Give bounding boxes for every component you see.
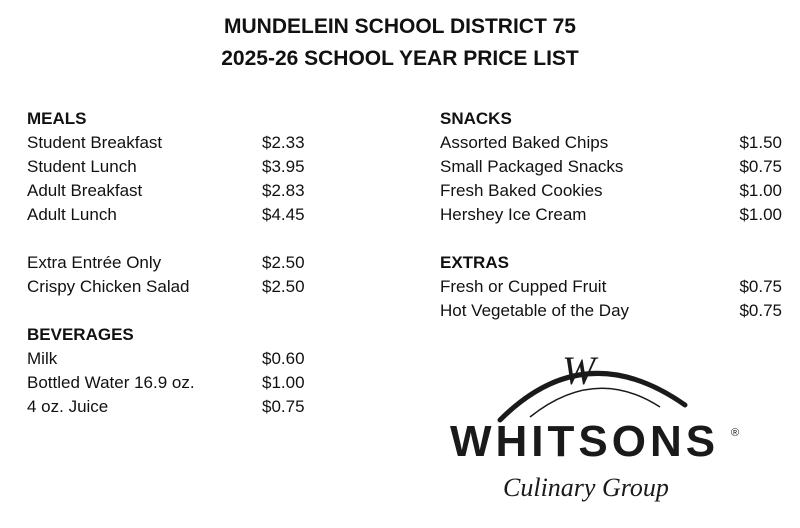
item-name: Extra Entrée Only	[27, 253, 162, 272]
item-name: Bottled Water 16.9 oz.	[27, 373, 195, 392]
left-column	[27, 107, 317, 419]
page-title: MUNDELEIN SCHOOL DISTRICT 75	[224, 15, 576, 38]
price-row	[27, 371, 317, 395]
price-row	[440, 131, 785, 155]
item-price: $2.83	[262, 181, 305, 200]
item-name: 4 oz. Juice	[27, 397, 109, 416]
item-name: Adult Lunch	[27, 205, 117, 224]
beverages-heading: BEVERAGES	[27, 325, 134, 344]
price-row	[440, 275, 785, 299]
item-price: $0.60	[262, 349, 305, 368]
item-name: Adult Breakfast	[27, 181, 143, 200]
price-row	[440, 299, 785, 323]
meals-heading: MEALS	[27, 109, 87, 128]
logo-wordmark: WHITSONS	[450, 417, 720, 466]
spacer	[27, 299, 317, 323]
price-row	[27, 131, 317, 155]
item-price: $0.75	[739, 157, 782, 176]
item-name: Fresh or Cupped Fruit	[440, 277, 607, 296]
item-price: $4.45	[262, 205, 305, 224]
item-price: $1.00	[262, 373, 305, 392]
price-row	[27, 275, 317, 299]
item-price: $1.00	[739, 181, 782, 200]
page-subtitle: 2025-26 SCHOOL YEAR PRICE LIST	[221, 47, 579, 70]
snacks-heading: SNACKS	[440, 109, 512, 128]
item-name: Fresh Baked Cookies	[440, 181, 603, 200]
price-row	[27, 179, 317, 203]
item-name: Small Packaged Snacks	[440, 157, 624, 176]
logo-monogram: W	[562, 348, 596, 393]
item-name: Hot Vegetable of the Day	[440, 301, 630, 320]
price-row	[27, 203, 317, 227]
item-price: $2.50	[262, 253, 305, 272]
item-price: $0.75	[739, 301, 782, 320]
whitsons-logo	[445, 345, 745, 515]
right-column	[440, 107, 785, 323]
item-name: Hershey Ice Cream	[440, 205, 587, 224]
item-price: $2.50	[262, 277, 305, 296]
spacer	[27, 227, 317, 251]
item-name: Assorted Baked Chips	[440, 133, 609, 152]
extras-heading: EXTRAS	[440, 253, 509, 272]
price-row	[27, 347, 317, 371]
item-price: $0.75	[739, 277, 782, 296]
item-price: $3.95	[262, 157, 305, 176]
item-price: $0.75	[262, 397, 305, 416]
registered-mark: ®	[731, 427, 740, 439]
spacer	[440, 227, 785, 251]
item-name: Crispy Chicken Salad	[27, 277, 190, 296]
logo-subtitle: Culinary Group	[503, 473, 669, 502]
price-row	[440, 155, 785, 179]
item-name: Student Breakfast	[27, 133, 163, 152]
price-row	[440, 179, 785, 203]
price-row	[27, 155, 317, 179]
item-name: Milk	[27, 349, 58, 368]
item-price: $1.50	[739, 133, 782, 152]
price-row	[27, 251, 317, 275]
item-price: $2.33	[262, 133, 305, 152]
item-name: Student Lunch	[27, 157, 137, 176]
item-price: $1.00	[739, 205, 782, 224]
price-row	[440, 203, 785, 227]
price-row	[27, 395, 317, 419]
